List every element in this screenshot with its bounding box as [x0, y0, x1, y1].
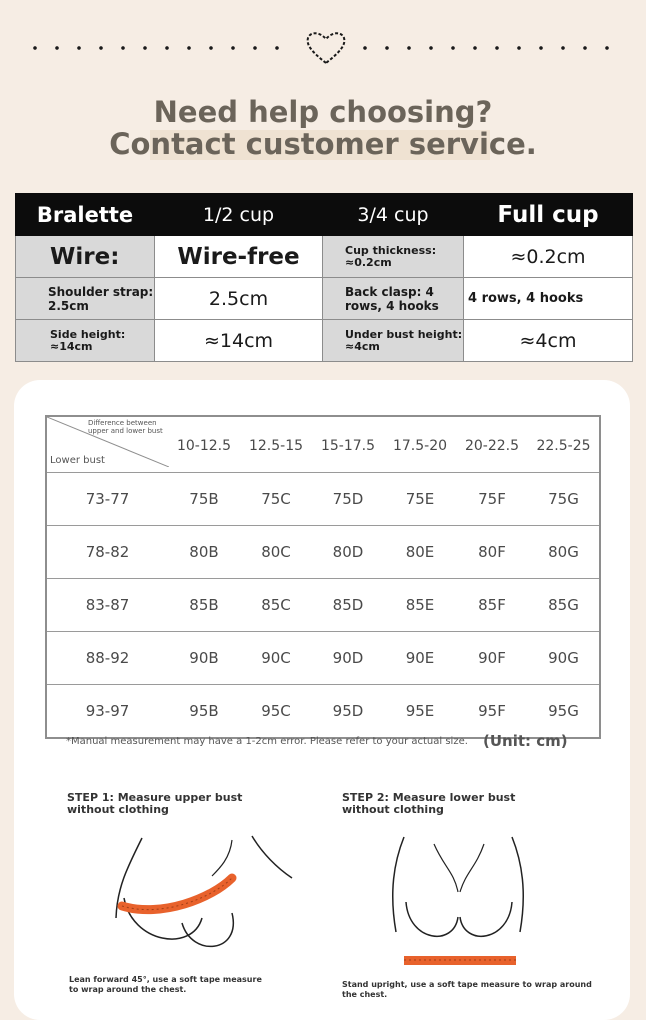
size-row: [46, 685, 600, 739]
size-cell: 95D: [312, 685, 384, 739]
spec-row: [16, 320, 633, 362]
spec-header-half-cup: 1/2 cup: [155, 194, 323, 236]
size-cell: 95B: [168, 685, 240, 739]
size-col-header: 12.5-15: [240, 416, 312, 473]
spec-row: [16, 278, 633, 320]
size-cell: 75B: [168, 473, 240, 526]
spec-label: Side height: ≈14cm: [16, 320, 155, 362]
size-cell: 85G: [528, 579, 600, 632]
step2-title: STEP 2: Measure lower bust without clothing: [342, 791, 516, 816]
size-cell: 85F: [456, 579, 528, 632]
size-cell: 85E: [384, 579, 456, 632]
spec-header-bralette: Bralette: [16, 194, 155, 236]
spec-label: Cup thickness: ≈0.2cm: [323, 236, 464, 278]
size-cell: 90F: [456, 632, 528, 685]
spec-header-row: [16, 194, 633, 236]
size-row: [46, 473, 600, 526]
size-cell: 95C: [240, 685, 312, 739]
lower-bust-range: 88-92: [46, 632, 168, 685]
spec-value: ≈14cm: [155, 320, 323, 362]
size-cell: 80D: [312, 526, 384, 579]
dots-left: [24, 46, 294, 50]
size-cell: 95G: [528, 685, 600, 739]
size-chart-table: [45, 415, 601, 739]
lower-bust-range: 93-97: [46, 685, 168, 739]
size-cell: 90E: [384, 632, 456, 685]
size-cell: 85B: [168, 579, 240, 632]
spec-header-full-cup: Full cup: [464, 194, 633, 236]
spec-label: Back clasp: 4 rows, 4 hooks: [323, 278, 464, 320]
size-cell: 75D: [312, 473, 384, 526]
headline-text: Need help choosing? Contact customer service.: [109, 95, 537, 161]
size-cell: 85C: [240, 579, 312, 632]
size-cell: 80G: [528, 526, 600, 579]
size-cell: 75F: [456, 473, 528, 526]
spec-label: Shoulder strap: 2.5cm: [16, 278, 155, 320]
corner-cell: [46, 416, 168, 473]
spec-header-three-quarter-cup: 3/4 cup: [323, 194, 464, 236]
size-cell: 75G: [528, 473, 600, 526]
dotted-divider: [0, 30, 646, 66]
spec-table: [15, 193, 633, 362]
spec-value: 4 rows, 4 hooks: [464, 278, 633, 320]
spec-row: [16, 236, 633, 278]
size-col-header: 22.5-25: [528, 416, 600, 473]
step1-title: STEP 1: Measure upper bust without clothing: [67, 791, 243, 816]
measurement-note: *Manual measurement may have a 1-2cm error. Please refer to your actual size.: [66, 736, 468, 747]
step2-description: Stand upright, use a soft tape measure to wrap around the chest.: [342, 980, 592, 999]
size-cell: 95E: [384, 685, 456, 739]
size-cell: 80B: [168, 526, 240, 579]
spec-label: Under bust height: ≈4cm: [323, 320, 464, 362]
size-cell: 85D: [312, 579, 384, 632]
corner-bottom-label: Lower bust: [50, 455, 105, 466]
lower-bust-range: 73-77: [46, 473, 168, 526]
corner-top-label: Difference between upper and lower bust: [88, 419, 163, 435]
step1-illustration: [102, 828, 302, 978]
size-cell: 90D: [312, 632, 384, 685]
dots-right: [354, 46, 624, 50]
size-row: [46, 526, 600, 579]
size-row: [46, 579, 600, 632]
size-cell: 90C: [240, 632, 312, 685]
lower-bust-range: 78-82: [46, 526, 168, 579]
size-cell: 80F: [456, 526, 528, 579]
unit-label: (Unit: cm): [483, 732, 568, 750]
size-col-header: 15-17.5: [312, 416, 384, 473]
size-cell: 90B: [168, 632, 240, 685]
size-col-header: 20-22.5: [456, 416, 528, 473]
size-cell: 90G: [528, 632, 600, 685]
lower-bust-range: 83-87: [46, 579, 168, 632]
size-row: [46, 632, 600, 685]
step2-illustration: [384, 832, 534, 982]
spec-label: Wire:: [16, 236, 155, 278]
heart-icon: [304, 30, 348, 66]
size-col-header: 17.5-20: [384, 416, 456, 473]
spec-value: 2.5cm: [155, 278, 323, 320]
step1-description: Lean forward 45°, use a soft tape measure to wrap around the chest.: [69, 975, 262, 994]
size-cell: 80C: [240, 526, 312, 579]
size-cell: 95F: [456, 685, 528, 739]
size-header-row: [46, 416, 600, 473]
size-cell: 80E: [384, 526, 456, 579]
headline: [0, 96, 646, 160]
spec-value: Wire-free: [155, 236, 323, 278]
size-cell: 75C: [240, 473, 312, 526]
spec-value: ≈4cm: [464, 320, 633, 362]
spec-value: ≈0.2cm: [464, 236, 633, 278]
size-col-header: 10-12.5: [168, 416, 240, 473]
size-cell: 75E: [384, 473, 456, 526]
size-card: [14, 380, 630, 1020]
